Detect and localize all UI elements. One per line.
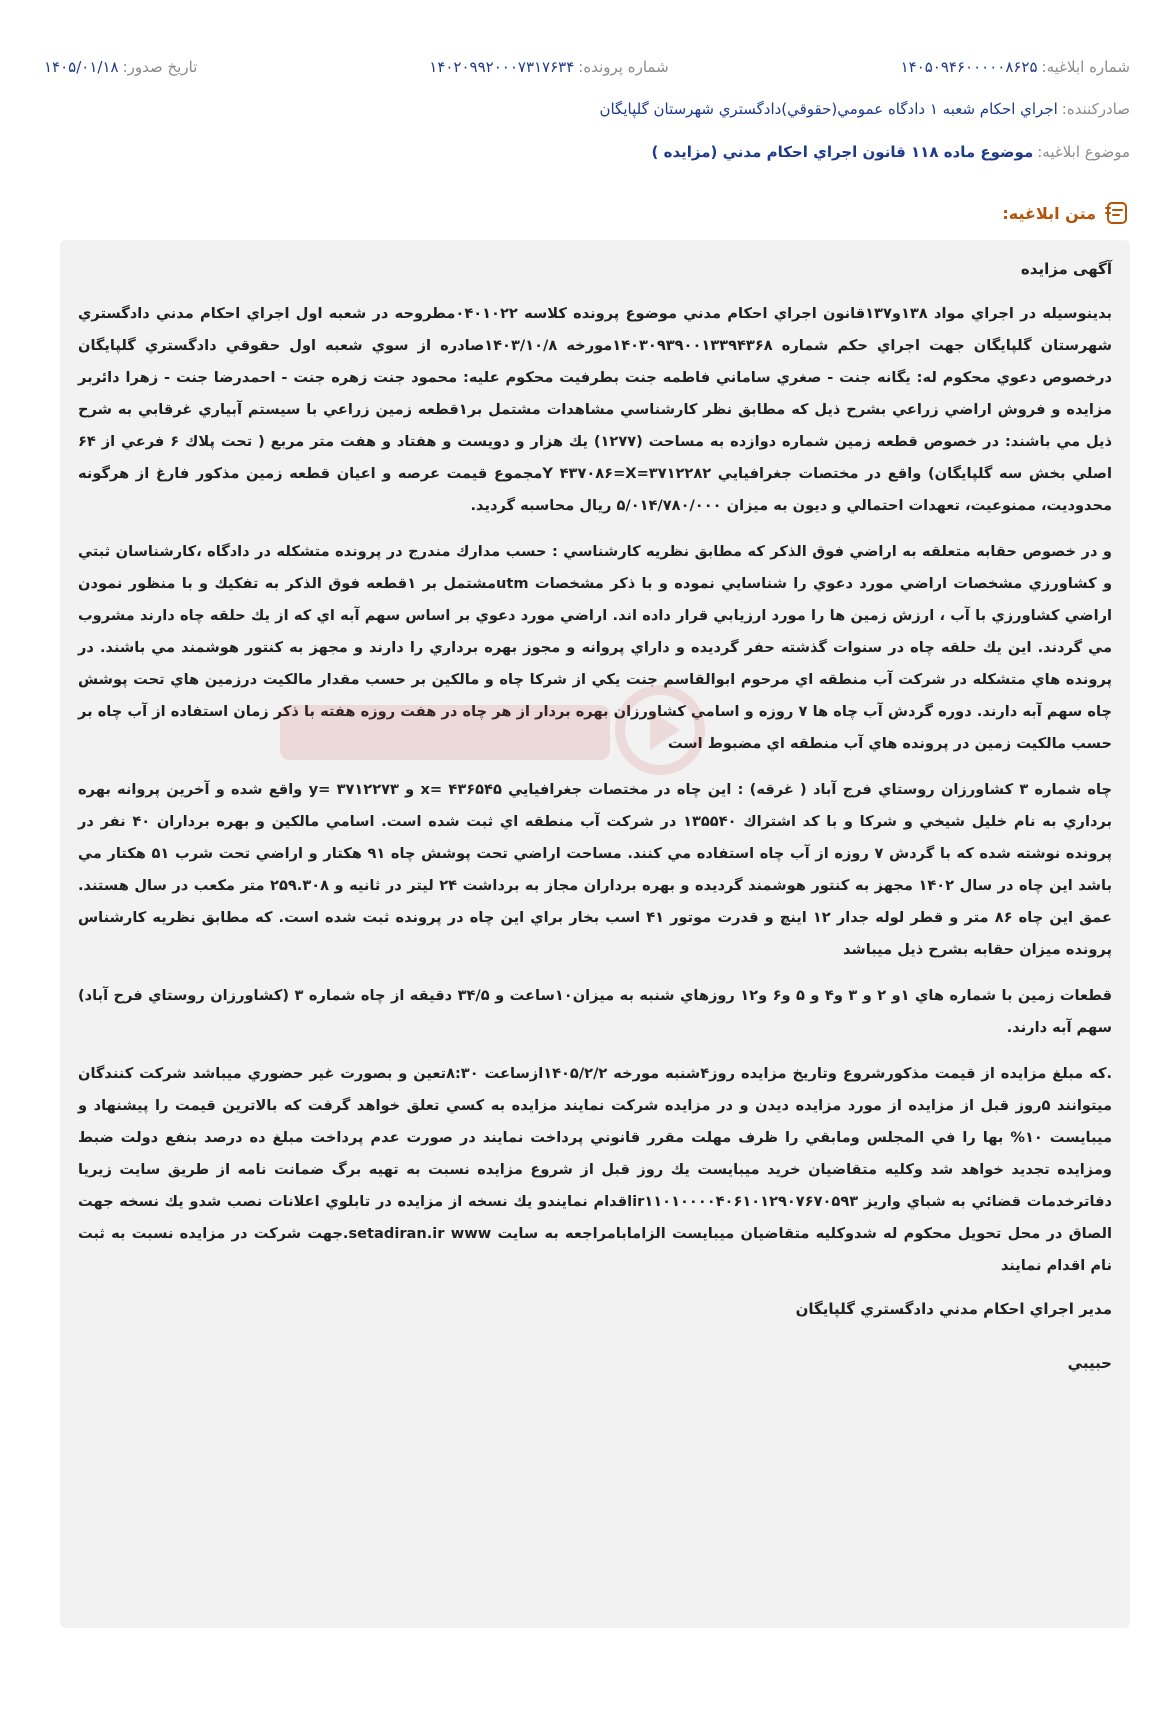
issue-date-value: ۱۴۰۵/۰۱/۱۸	[44, 58, 119, 76]
subject-label: موضوع ابلاغيه:	[1037, 143, 1130, 161]
paragraph-4: قطعات زمين با شماره هاي ۱و ۲ و ۳ و۴ و ۵ و۶ و۱۲ روزهاي شنبه به ميزان۱۰ساعت و ۳۴/۵ دقيقه از چاه شماره ۳ (كشاورزان روستاي فرح آباد) سهم آبه دارند.	[78, 987, 1113, 1036]
notice-number-label: شماره ابلاغيه:	[1041, 58, 1130, 76]
document-list-icon	[1104, 200, 1130, 226]
issuer-value: اجراي احکام شعبه ۱ دادگاه عمومي(حقوقي)دادگستري شهرستان گلپايگان	[599, 100, 1058, 118]
header-row-numbers	[44, 58, 1130, 76]
paragraph-1: بدينوسيله در اجراي مواد ۱۳۸و۱۳۷قانون اجراي احكام مدني موضوع پرونده كلاسه ۰۴۰۱۰۲۲مطروحه در شعبه اول اجراي احكام مدني دادگستري شهرستان گلپايگان جهت اجراي حكم شماره ۱۴۰۳۰۹۳۹۰۰۱۳۳۹۴۳۶۸مورخه ۱۴۰۳/۱۰/۸صادره از سوي شعبه اول حقوقي دادگستري گلپايگان درخصوص دعوي محكوم له: يگانه جنت - صغري ساماني فاطمه جنت بطرفيت محكوم عليه: محمود جنت زهره جنت - احمدرضا جنت - زهرا دائربر مزايده و فروش اراضي زراعي بشرح ذيل كه مطابق نظر كارشناسي مشاهدات مشتمل بر۱قطعه زمين زراعي با سيستم آبياري غرقابي به شرح ذيل مي باشند: در خصوص قطعه زمين شماره دوازده به مساحت (۱۲۷۷) يك هزار و دويست و هفتاد و هفت متر مربع ( تحت پلاك ۶ فرعي از ۶۴ اصلي بخش سه گلپايگان) واقع در مختصات جغرافيايي ۳۷۱۲۲۸۲=Y ۴۳۷۰۸۶=Xمجموع قيمت عرصه و اعيان قطعه زمين مذكور فارغ از هرگونه محدوديت، ممنوعيت، تعهدات احتمالي و ديون به ميزان ۵/۰۱۴/۷۸۰/۰۰۰ ريال محاسبه گرديد.	[78, 305, 1113, 514]
notice-number-value: ۱۴۰۵۰۹۴۶۰۰۰۰۰۸۶۲۵	[900, 58, 1038, 76]
paragraph-2: و در خصوص حقابه متعلقه به اراضي فوق الذكر كه مطابق نظريه كارشناسي : حسب مدارك مندرج در پرونده متشكله در دادگاه ،كارشناسان ثبتي و كشاورزي مشخصات اراضي مورد دعوي را شناسايي نموده و با ذكر مشخصات utmمشتمل بر ۱قطعه فوق الذكر به تفكيك و با منظور نمودن اراضي كشاورزي با آب ، ارزش زمين ها را مورد ارزيابي قرار داده اند. اراضي مورد دعوي بر اساس سهم آبه اي كه از يك حلقه چاه دارند مشروب مي گردند. اين يك حلقه چاه در سنوات گذشته حفر گرديده و داراي پروانه و مجوز بهره برداري را دارند و مجهز به كنتور هوشمند مي باشند. در پرونده هاي متشكله در شركت آب منطقه اي مرحوم ابوالقاسم جنت يكي از شركا چاه و مالكين بر حسب مقدار مالكيت درزمين هاي تحت پوشش چاه سهم آبه دارند. دوره گردش آب چاه ها ۷ روزه و اسامي كشاورزان بهره بردار از هر چاه در هفت روزه هفته با ذكر زمان استفاده از آب چاه بر حسب مالكيت زمين در پرونده هاي آب منطقه اي مضبوط است	[78, 543, 1113, 752]
signer-name: حبيبي	[1067, 1354, 1112, 1372]
issuer-label: صادرکننده:	[1061, 100, 1130, 118]
case-number-label: شماره پرونده:	[578, 58, 669, 76]
subject-value: موضوع ماده ۱۱۸ قانون اجراي احکام مدني (مزايده )	[651, 143, 1034, 161]
notice-content-box	[60, 240, 1130, 1628]
section-title-text: متن ابلاغيه:	[1002, 203, 1096, 223]
section-title	[1002, 200, 1130, 226]
paragraph-5: .كه مبلغ مزايده از قيمت مذكورشروع وتاريخ مزايده روز۴شنبه مورخه ۱۴۰۵/۲/۲ازساعت ۸:۳۰تعين و بصورت غير حضوري ميباشد شركت كنندگان ميتوانند ۵روز قبل از مزايده از مورد مزايده ديدن و در مزايده شركت نمايند مزايده به كسي تعلق خواهد گرفت كه بالاترين قيمت را پيشنهاد و ميبايست ۱۰% بها را في المجلس ومابقي را ظرف مهلت مقرر قانوني پرداخت نمايند در صورت عدم پرداخت مبلغ ده درصد بنفع دولت ضبط ومزايده تجديد خواهد شد وكليه متقاضيان خريد ميبايست يك روز قبل از شروع مزايده نسبت به تهيه برگ ضمانت نامه از طريق سايت زيريا دفاترخدمات قضائي به شباي واريز ir۱۱۰۱۰۰۰۰۴۰۶۱۰۱۲۹۰۷۶۷۰۵۹۳اقدام نمايندو يك نسخه از مزايده در تابلوي اعلانات نصب شدو يك نسخه جهت الصاق در محل تحويل محكوم له شدوكليه متقاضيان ميبايست الزامابامراجعه به سايت setadiran.ir www.جهت شركت در مزايده نسبت به ثبت نام اقدام نمايند	[78, 1065, 1113, 1274]
issue-date-label: تاريخ صدور:	[122, 58, 198, 76]
issuer-row	[44, 100, 1130, 118]
case-number-value: ۱۴۰۲۰۹۹۲۰۰۰۷۳۱۷۶۳۴	[429, 58, 575, 76]
case-number	[429, 58, 668, 76]
subject-row	[44, 143, 1130, 161]
paragraph-3: چاه شماره ۳ كشاورزان روستاي فرج آباد ( غرقه) : اين چاه در مختصات جغرافيايي ۴۳۶۵۴۵ =x و ۳۷۱۲۲۷۳ =y واقع شده و آخرين پروانه بهره برداري به نام خليل شيخي و شركا و با كد اشتراك ۱۳۵۵۴۰ در شركت آب منطقه اي ثبت شده است. اسامي مالكين و بهره برداران ۴۰ نفر در پرونده نوشته شده كه با گردش ۷ روزه از آب چاه استفاده مي كنند. مساحت اراضي تحت پوشش چاه ۹۱ هكتار و اراضي تحت شرب ۵۱ هكتار مي باشد اين چاه در سال ۱۴۰۲ مجهز به كنتور هوشمند گرديده و بهره برداران مجاز به برداشت ۲۴ ليتر در ثانيه و ۲۵۹.۳۰۸ متر مكعب در سال هستند. عمق اين چاه ۸۶ متر و قطر لوله جدار ۱۲ اينچ و قدرت موتور ۴۱ اسب بخار براي اين چاه در پرونده ثبت شده است. كه مطابق نظريه كارشناس پرونده ميزان حقابه بشرح ذيل ميباشد	[78, 781, 1113, 958]
notice-number	[901, 58, 1130, 76]
issue-date	[44, 58, 197, 76]
signer-title: مدير اجراي احكام مدني دادگستري گلپايگان	[795, 1300, 1112, 1318]
document-title: آگهی مزایده	[1020, 260, 1112, 278]
